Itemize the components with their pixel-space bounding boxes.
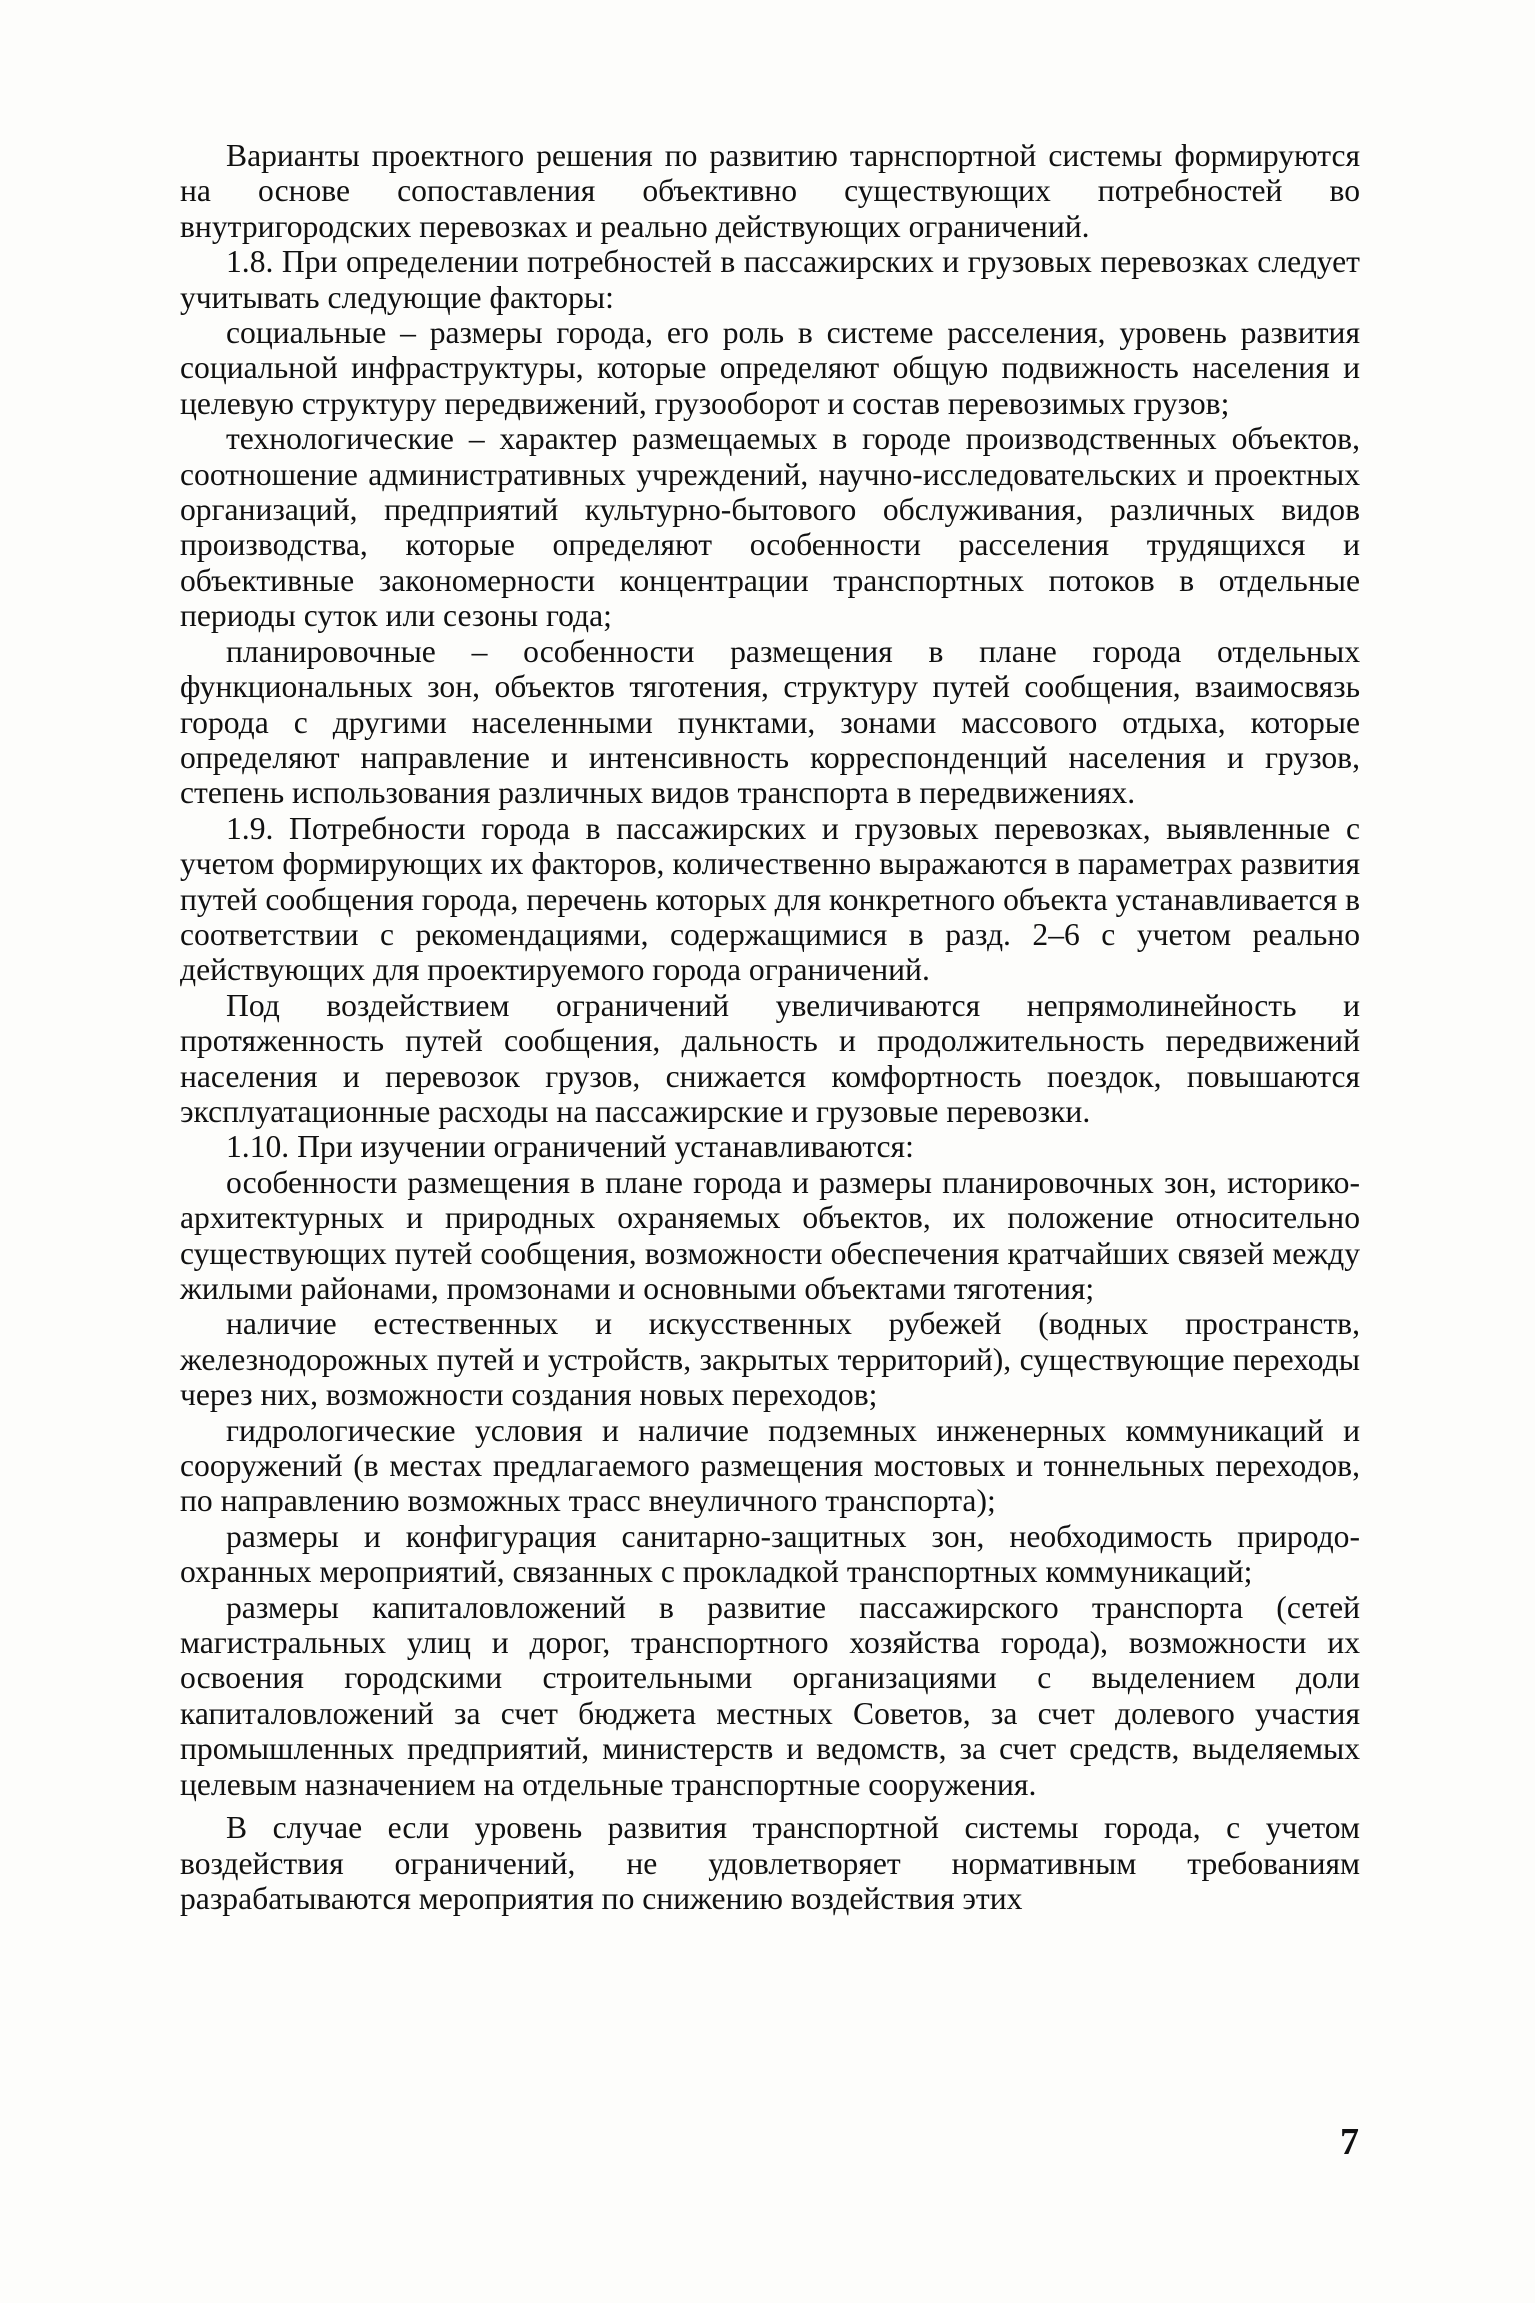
paragraph-1-8: 1.8. При определении потребностей в пассажирских и грузовых перевозках следует учитывать следующие факторы: xyxy=(180,244,1360,315)
body-text xyxy=(180,138,1360,1916)
paragraph-hydrology: гидрологические условия и наличие подземных инженерных коммуникаций и сооружений (в местах предлагаемого размещения мостовых и тоннельных переходов, по направлению возможных трасс внеуличного транспорта); xyxy=(180,1412,1360,1519)
paragraph-sanitary-zones: размеры и конфигурация санитарно-защитных зон, необходимость природо-охранных мероприятий, связанных с прокладкой транспортных коммуникаций; xyxy=(180,1518,1360,1590)
paragraph-barriers: наличие естественных и искусственных рубежей (водных пространств, железнодорожных путей и устройств, закрытых территорий), существующие переходы через них, возможности создания новых переходов; xyxy=(180,1306,1360,1413)
paragraph-intro: Варианты проектного решения по развитию тарнспортной системы формируются на основе сопоставления объективно существующих потребностей во внутригородских перевозках и реально действующих ограничений. xyxy=(180,138,1360,244)
paragraph-constraints-impact: Под воздействием ограничений увеличиваются непрямолинейность и протяженность путей сообщения, дальность и продолжительность передвижений населения и перевозок грузов, снижается комфортность поездок, повышаются эксплуатационные расходы на пассажирские и грузовые перевозки. xyxy=(180,987,1360,1129)
page-number: 7 xyxy=(1340,2121,1359,2163)
paragraph-technological-factors: технологические – характер размещаемых в городе производственных объектов, соотношение административных учреждений, научно-исследовательских и проектных организаций, предприятий культурно-бытового обслуживания, различных видов производства, которые определяют особенности расселения трудящихся и объективные закономерности концентрации транспортных потоков в отдельные периоды суток или сезоны года; xyxy=(180,421,1360,634)
paragraph-zoning-features: особенности размещения в плане города и размеры планировочных зон, историко-архитектурных и природных охраняемых объектов, их положение относительно существующих путей сообщения, возможности обеспечения кратчайших связей между жилыми районами, промзонами и основными объектами тяготения; xyxy=(180,1164,1360,1306)
paragraph-planning-factors: планировочные – особенности размещения в плане города отдельных функциональных зон, объектов тяготения, структуру путей сообщения, взаимосвязь города с другими населенными пунктами, зонами массового отдыха, которые определяют направление и интенсивность корреспонденций населения и грузов, степень использования различных видов транспорта в передвижениях. xyxy=(180,633,1360,811)
paragraph-1-9: 1.9. Потребности города в пассажирских и грузовых перевозках, выявленные с учетом формирующих их факторов, количественно выражаются в параметрах развития путей сообщения города, перечень которых для конкретного объекта устанавливается в соответствии с рекомендациями, содержащимися в разд. 2–6 с учетом реально действующих для проектируемого города ограничений. xyxy=(180,810,1360,988)
paragraph-social-factors: социальные – размеры города, его роль в системе расселения, уровень развития социальной инфраструктуры, которые определяют общую подвижность населения и целевую структуру передвижений, грузооборот и состав перевозимых грузов; xyxy=(180,315,1360,421)
paragraph-investments: размеры капиталовложений в развитие пассажирского транспорта (сетей магистральных улиц и дорог, транспортного хозяйства города), возможности их освоения городскими строительными организациями с выделением доли капиталовложений за счет бюджета местных Советов, за счет долевого участия промышленных предприятий, министерств и ведомств, за счет средств, выделяемых целевым назначением на отдельные транспортные сооружения. xyxy=(180,1589,1360,1802)
paragraph-mitigation: В случае если уровень развития транспортной системы города, с учетом воздействия ограничений, не удовлетворяет нормативным требованиям разрабатываются мероприятия по снижению воздействия этих xyxy=(180,1810,1360,1916)
paragraph-1-10: 1.10. При изучении ограничений устанавливаются: xyxy=(226,1129,914,1165)
